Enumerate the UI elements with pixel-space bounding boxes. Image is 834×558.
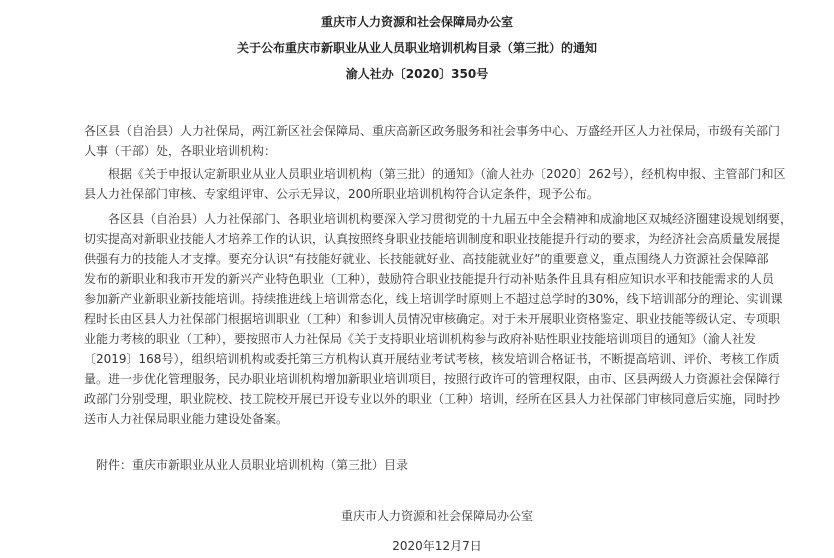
salutation-paragraph: [84, 121, 781, 161]
paragraph-line: 根据《关于申报认定新职业从业人员职业培训机构（第三批）的通知》（渝人社办〔2020〕262号），经机构申报、主管部门和区: [108, 167, 786, 181]
paragraph-line: 政部门分别受理，职业院校、技工院校开展已开设专业以外的职业（工种）培训，经所在区县人力社保部门审核同意后实施，同时抄: [84, 392, 781, 406]
signature-date: 2020年12月7日: [392, 539, 482, 553]
paragraph-line: 送市人力社保局职业能力建设处备案。: [84, 412, 289, 426]
paragraph-line: 发布的新职业和我市开发的新兴产业特色职业（工种），鼓励符合职业技能提升行动补贴条件且具有相应知识水平和技能需求的人员: [84, 272, 775, 286]
paragraph-requirements: [84, 209, 793, 429]
paragraph-basis: [84, 164, 786, 204]
paragraph-line: 量。进一步优化管理服务，民办职业培训机构增加新职业培训项目，按照行政许可的管理权限，由市、区县两级人力资源社会保障行: [84, 372, 781, 386]
salutation-line: 人事（干部）处，各职业培训机构：: [84, 144, 277, 158]
paragraph-line: 各区县（自治县）人力社保部门、各职业培训机构要深入学习贯彻党的十九届五中全会精神和成渝地区双城经济圈建设规划纲要，: [108, 212, 793, 226]
paragraph-line: 切实提高对新职业技能人才培养工作的认识，认真按照终身职业技能培训制度和职业技能提升行动的要求，为经济社会高质量发展提: [84, 232, 781, 246]
salutation-line: 各区县（自治县）人力社保局，两江新区社会保障局、重庆高新区政务服务和社会事务中心、万盛经开区人力社保局，市级有关部门: [84, 124, 781, 138]
document-number: 渝人社办〔2020〕350号: [345, 67, 489, 81]
attachment-link[interactable]: 附件：重庆市新职业从业人员职业培训机构（第三批）目录: [96, 458, 409, 472]
notice-title: 关于公布重庆市新职业从业人员职业培训机构目录（第三批）的通知: [236, 41, 597, 55]
issuer-heading: 重庆市人力资源和社会保障局办公室: [320, 15, 513, 29]
paragraph-line: 业能力考核的职业（工种），要按照市人力社保局《关于支持职业培训机构参与政府补贴性职业技能培训项目的通知》（渝人社发: [84, 332, 757, 346]
paragraph-line: 县人力社保部门审核、专家组评审、公示无异议，200所职业培训机构符合认定条件，现予公布。: [84, 187, 599, 201]
attachment-note: [84, 455, 752, 475]
paragraph-line: 〔2019〕168号），组织培训机构或委托第三方机构认真开展结业考试考核，核发培训合格证书，不断提高培训、评价、考核工作质: [84, 352, 780, 366]
paragraph-line: 参加新产业新职业新技能培训。持续推进线上培训常态化，线上培训学时原则上不超过总学时的30%，线下培训部分的理论、实训课: [84, 292, 783, 306]
signature-org: 重庆市人力资源和社会保障局办公室: [340, 509, 533, 523]
paragraph-line: 供强有力的技能人才支撑。要充分认识“有技能好就业、长技能就好业、高技能就业好”的重要意义，重点围绕人力资源社会保障部: [84, 252, 769, 266]
paragraph-line: 程时长由区县人力社保部门根据培训职业（工种）和参训人员情况审核确定。对于未开展职业资格鉴定、职业技能等级认定、专项职: [84, 312, 781, 326]
